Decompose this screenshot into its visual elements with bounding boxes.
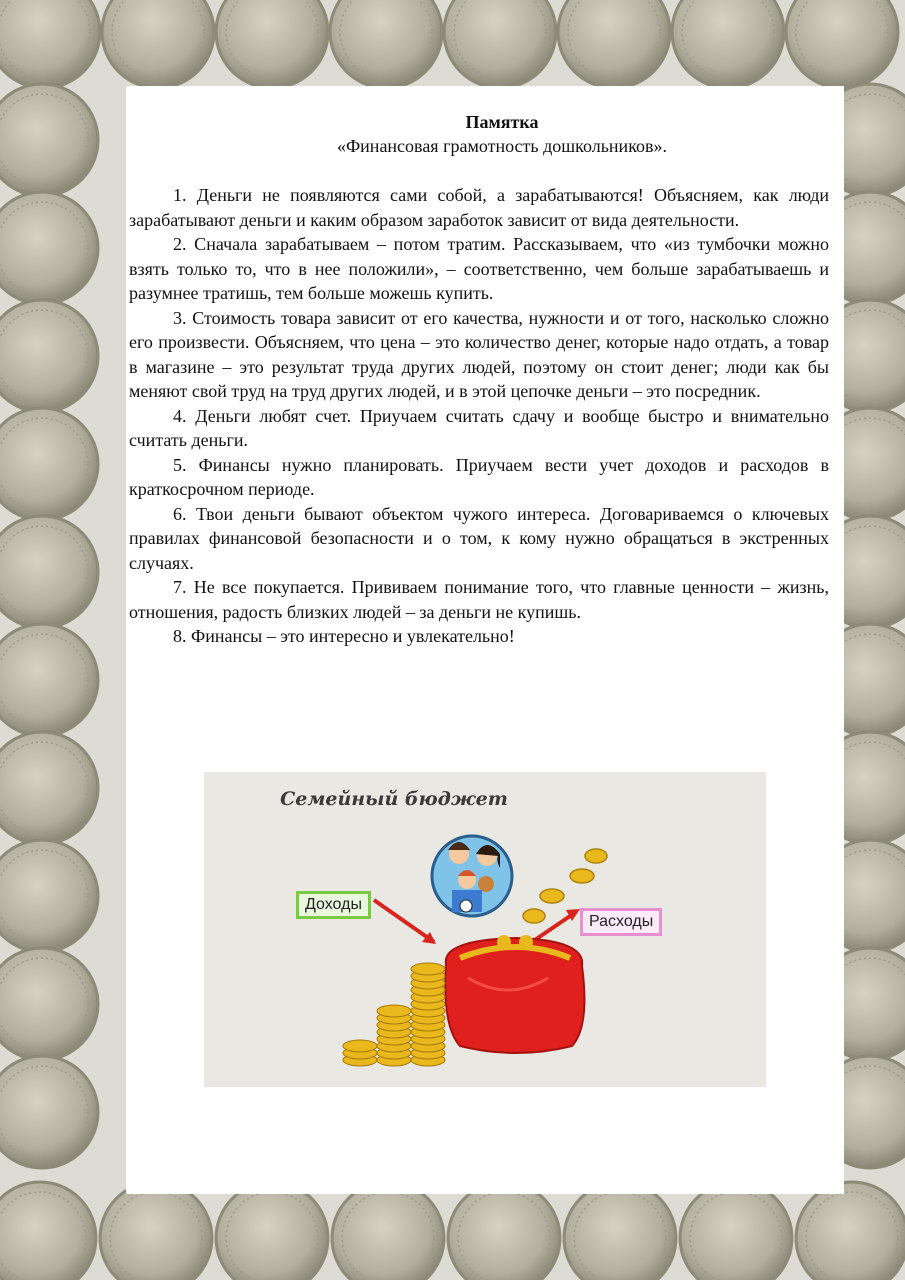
memo-subtitle: «Финансовая грамотность дошкольников». <box>336 136 668 156</box>
coin-icon <box>0 1056 98 1168</box>
coin-icon <box>0 84 98 196</box>
coin-icon <box>672 0 784 88</box>
memo-item: 8. Финансы – это интересно и увлекательно! <box>173 626 515 646</box>
coin-icon <box>0 516 98 628</box>
coin-icon <box>100 1182 212 1280</box>
family-medallion-icon <box>432 836 512 916</box>
memo-item: 1. Деньги не появляются сами собой, а зарабатываются! Объясняем, как люди зарабатывают деньги и каким образом заработок зависит от вида деятельности. <box>129 185 829 230</box>
income-arrow-icon <box>374 900 436 944</box>
red-purse-icon <box>445 935 584 1053</box>
expense-label: Расходы <box>580 908 662 936</box>
coin-icon <box>564 1182 676 1280</box>
illustration-art <box>204 772 766 1087</box>
coin-icon <box>0 192 98 304</box>
coin-icon <box>332 1182 444 1280</box>
coin-icon <box>0 300 98 412</box>
coin-icon <box>444 0 556 88</box>
memo-item: 6. Твои деньги бывают объектом чужого интереса. Договариваемся о ключевых правилах финансовой безопасности и о том, к кому нужно обращаться в экстренных случаях. <box>129 503 829 573</box>
memo-item: 4. Деньги любят счет. Приучаем считать сдачу и вообще быстро и внимательно считать деньги. <box>129 405 829 450</box>
memo-item: 7. Не все покупается. Прививаем понимание того, что главные ценности – жизнь, отношения, радость близких людей – за деньги не купишь. <box>129 577 829 622</box>
coin-icon <box>796 1182 905 1280</box>
coin-icon <box>0 408 98 520</box>
family-budget-illustration <box>204 772 766 1087</box>
coin-icon <box>216 0 328 88</box>
coin-icon <box>0 1182 96 1280</box>
coin-icon <box>786 0 898 88</box>
coin-icon <box>0 732 98 844</box>
memo-body <box>129 183 829 649</box>
coin-stacks-icon <box>343 963 445 1066</box>
memo-item: 5. Финансы нужно планировать. Приучаем вести учет доходов и расходов в краткосрочном периоде. <box>129 454 829 499</box>
coin-icon <box>216 1182 328 1280</box>
coin-icon <box>0 0 100 88</box>
stacked-coin <box>411 963 445 975</box>
memo-item: 3. Стоимость товара зависит от его качества, нужности и от того, насколько сложно его произвести. Объясняем, что цена – это количество денег, которые надо отдать, а товар в магазине – это результат труда других людей, поэтому он стоит денег; люди как бы меняют свой труд на труд других людей, и в этой цепочке деньги – это посредник. <box>129 307 829 401</box>
illustration-title: Семейный бюджет <box>280 788 508 810</box>
coin-icon <box>558 0 670 88</box>
memo-item: 2. Сначала зарабатываем – потом тратим. Рассказываем, что «из тумбочки можно взять только то, что в нее положили», – соответственно, чем больше зарабатываешь и разумнее тратишь, тем больше можешь купить. <box>129 234 829 303</box>
coin-icon <box>102 0 214 88</box>
income-label: Доходы <box>296 891 371 919</box>
coin-icon <box>0 624 98 736</box>
memo-title: Памятка <box>465 112 539 132</box>
coin-icon <box>448 1182 560 1280</box>
stacked-coin <box>343 1040 377 1052</box>
coin-icon <box>0 840 98 952</box>
coin-icon <box>0 948 98 1060</box>
coin-icon <box>680 1182 792 1280</box>
stacked-coin <box>377 1005 411 1017</box>
coin-icon <box>330 0 442 88</box>
